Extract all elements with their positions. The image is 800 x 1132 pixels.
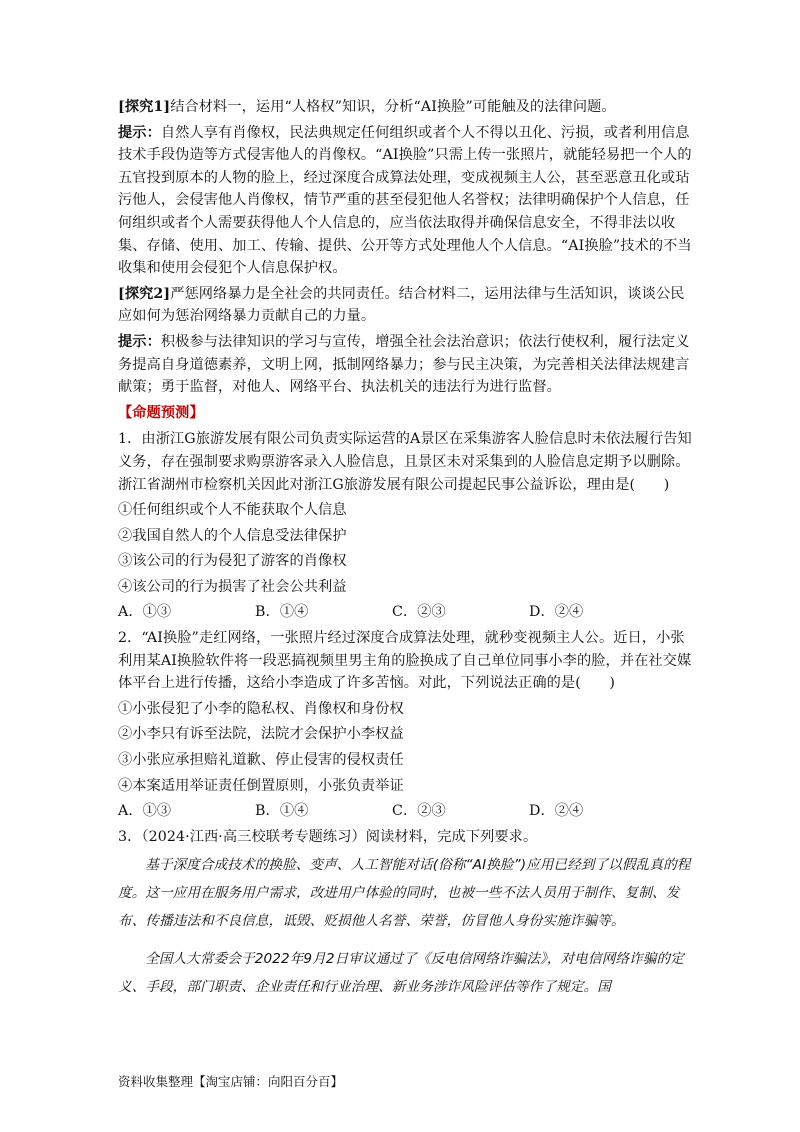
q1-option-a: A．①③ xyxy=(118,604,172,621)
explore2-question xyxy=(118,283,696,328)
q1-options xyxy=(118,601,696,624)
q1-item: ②我国自然人的个人信息受法律保护 xyxy=(118,527,347,544)
q2-item: ①小张侵犯了小李的隐私权、肖像权和身份权 xyxy=(118,700,404,717)
q1-item: ④该公司的行为损害了社会公共利益 xyxy=(118,578,347,595)
q1-option-c: C．②③ xyxy=(392,604,446,621)
q2-option-c: C．②③ xyxy=(392,803,446,820)
explore1-hint-text: 自然人享有肖像权，民法典规定任何组织或者个人不得以丑化、污损，或者利用信息技术手段伪造等方式侵害他人的肖像权。“AI换脸”只需上传一张照片，就能轻易把一个人的五官投到原本的人物的脸上，经过深度合成算法处理，变成视频主人公，甚至恶意丑化或玷污他人，会侵害他人肖像权，情节严重的甚至侵犯他人名誉权；法律明确保护个人信息，任何组织或者个人需要获得他人个人信息的，应当依法取得并确保信息安全，不得非法以收集、存储、使用、加工、传输、提供、公开等方式处理他人个人信息。“AI换脸”技术的不当收集和使用会侵犯个人信息保护权。 xyxy=(118,124,692,277)
q1-option-b: B．①④ xyxy=(255,604,309,621)
explore1-hint xyxy=(118,122,696,280)
q2-stem: 2．“AI换脸”走红网络，一张照片经过深度合成算法处理，就秒变视频主人公。近日，小张利用某AI换脸软件将一段恶搞视频里男主角的脸换成了自己单位同事小李的脸，并在社交媒体平台上进行传播，这给小李造成了许多苦恼。对此，下列说法正确的是( ) xyxy=(118,630,692,692)
explore1-label: [探究1] xyxy=(118,99,171,115)
explore1-question-text: 结合材料一，运用“人格权”知识，分析“AI换脸”可能触及的法律问题。 xyxy=(170,99,616,115)
explore1-question xyxy=(118,96,696,119)
explore2-hint xyxy=(118,331,696,399)
explore1-hint-label: 提示： xyxy=(118,124,161,141)
q1-option-d: D．②④ xyxy=(529,604,584,621)
q2-option-a: A．①③ xyxy=(118,803,172,820)
q2-item: ③小张应承担赔礼道歉、停止侵害的侵权责任 xyxy=(118,752,404,769)
q2-item: ④本案适用举证责任倒置原则，小张负责举证 xyxy=(118,777,404,794)
q2-option-b: B．①④ xyxy=(255,803,309,820)
q2-option-d: D．②④ xyxy=(529,803,584,820)
explore2-hint-label: 提示： xyxy=(118,333,161,350)
explore2-hint-text: 积极参与法律知识的学习与宣传，增强全社会法治意识；依法行使权利，履行法定义务提高自身道德素养，文明上网，抵制网络暴力；参与民主决策，为完善相关法律法规建言献策；勇于监督，对他人、网络平台、执法机关的违法行为进行监督。 xyxy=(118,333,690,396)
q3-material-paragraph-2: 全国人大常委会于2022年9月2日审议通过了《反电信网络诈骗法》，对电信网络诈骗的定义、手段，部门职责、企业责任和行业治理、新业务涉诈风险评估等作了规定。国 xyxy=(118,951,684,996)
explore2-label: [探究2] xyxy=(118,285,171,302)
q1-item: ③该公司的行为侵犯了游客的肖像权 xyxy=(118,553,347,570)
q2-item: ②小李只有诉至法院，法院才会保护小李权益 xyxy=(118,726,404,743)
q2-options xyxy=(118,800,696,823)
q1-stem: 1．由浙江G旅游发展有限公司负责实际运营的A景区在采集游客人脸信息时未依法履行告知义务，存在强制要求购票游客录入人脸信息，且景区未对采集到的人脸信息定期予以删除。浙江省湖州市检察机关因此对浙江G旅游发展有限公司提起民事公益诉讼，理由是( ) xyxy=(118,431,692,493)
q3-material-paragraph-1: 基于深度合成技术的换脸、变声、人工智能对话(俗称“AI换脸”)应用已经到了以假乱真的程度。这一应用在服务用户需求，改进用户体验的同时，也被一些不法人员用于制作、复制、发布、传播违法和不良信息，诋毁、贬损他人名誉、荣誉，仿冒他人身份实施诈骗等。 xyxy=(118,857,691,930)
page-footer: 资料收集整理【淘宝店铺：向阳百分百】 xyxy=(118,1074,344,1089)
q3-stem: 3．（2024·江西·高三校联考专题练习）阅读材料，完成下列要求。 xyxy=(118,828,538,845)
explore2-question-text: 严惩网络暴力是全社会的共同责任。结合材料二，运用法律与生活知识，谈谈公民应如何为惩治网络暴力贡献自己的力量。 xyxy=(118,285,685,325)
section-title: 【命题预测】 xyxy=(118,404,204,421)
q1-item: ①任何组织或个人不能获取个人信息 xyxy=(118,502,347,519)
document-body xyxy=(118,96,696,1011)
